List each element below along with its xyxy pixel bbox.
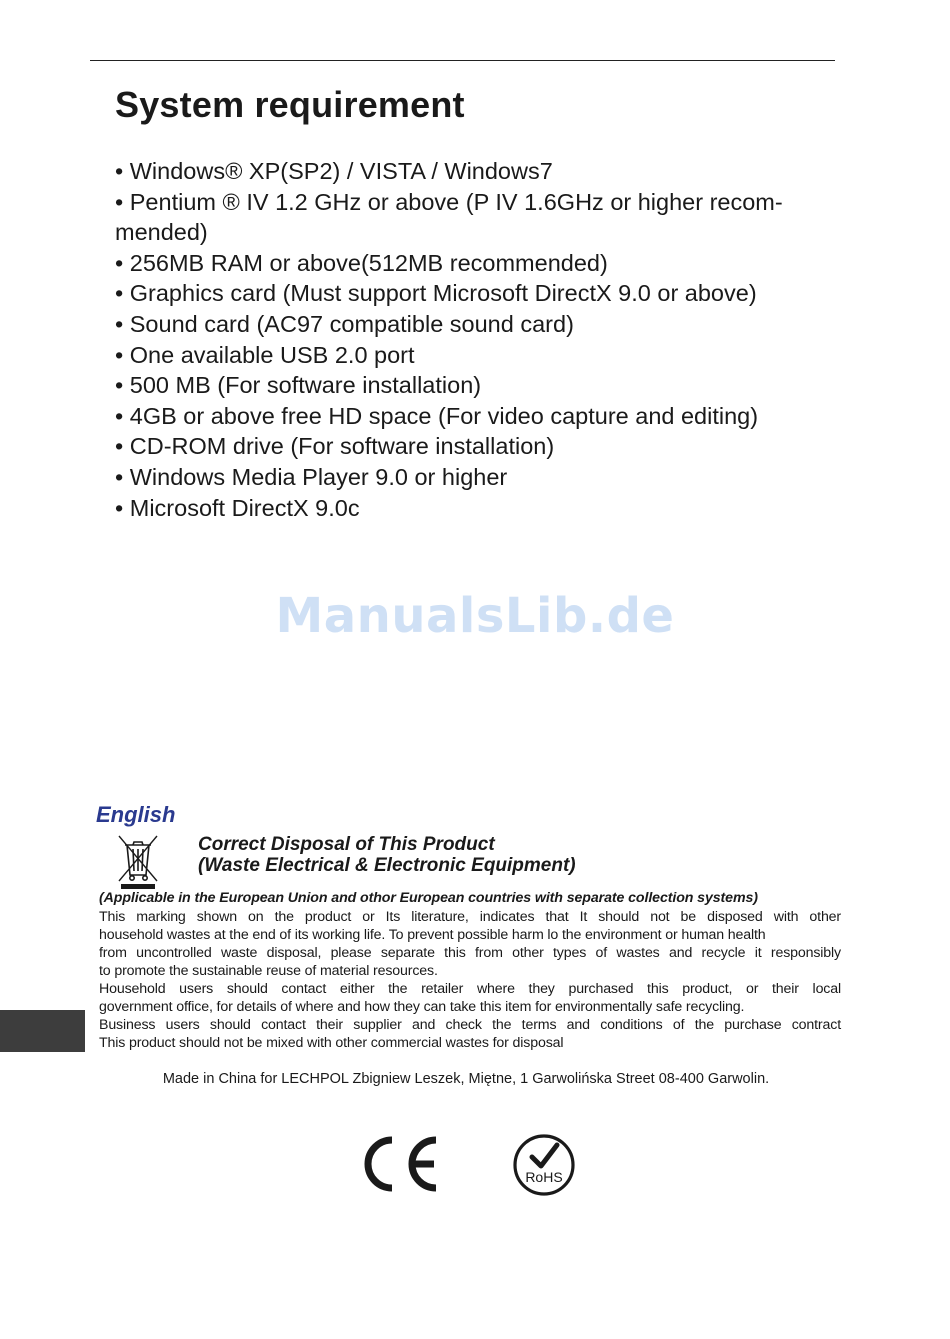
rohs-mark-icon bbox=[512, 1133, 576, 1197]
disposal-subtitle-line: (Waste Electrical & Electronic Equipment) bbox=[198, 855, 576, 876]
watermark: ManualsLib.de bbox=[275, 588, 675, 644]
disposal-body-line: to promote the sustainable reuse of material resources. bbox=[99, 963, 438, 979]
requirement-item: • CD-ROM drive (For software installation) bbox=[115, 433, 555, 460]
ce-mark-icon bbox=[358, 1134, 442, 1194]
requirement-item: • Sound card (AC97 compatible sound card) bbox=[115, 310, 574, 337]
crossed-bin-icon bbox=[116, 834, 160, 890]
requirement-item: • Graphics card (Must support Microsoft DirectX 9.0 or above) bbox=[115, 280, 757, 307]
disposal-body bbox=[99, 908, 841, 1052]
disposal-body-line: household wastes at the end of its working life. To prevent possible harm lo the environment or human health bbox=[99, 927, 766, 943]
requirement-item: • 4GB or above free HD space (For video capture and editing) bbox=[115, 402, 759, 429]
language-label: English bbox=[96, 802, 176, 827]
page-side-tab bbox=[0, 1010, 85, 1052]
requirement-item: • Windows® XP(SP2) / VISTA / Windows7 bbox=[115, 158, 553, 184]
page-title: System requirement bbox=[115, 84, 465, 125]
disposal-heading bbox=[198, 834, 576, 876]
disposal-body-line: This marking shown on the product or Its literature, indicates that It should not be disposed with other bbox=[99, 909, 841, 925]
requirement-item: • Pentium ® IV 1.2 GHz or above (P IV 1.6GHz or higher recom- bbox=[115, 188, 783, 215]
requirement-item: • 256MB RAM or above(512MB recommended) bbox=[115, 249, 608, 276]
disposal-body-line: This product should not be mixed with other commercial wastes for disposal bbox=[99, 1035, 564, 1051]
disposal-body-line: government office, for details of where and how they can take this item for environmentally safe recycling. bbox=[99, 999, 745, 1015]
top-divider bbox=[90, 60, 835, 61]
disposal-body-line: from uncontrolled waste disposal, please separate this from other types of wastes and recycle it responsibly bbox=[99, 945, 841, 961]
manufacturer-note: Made in China for LECHPOL Zbigniew Leszek, Miętne, 1 Garwolińska Street 08-400 Garwolin. bbox=[162, 1071, 770, 1087]
disposal-title-line: Correct Disposal of This Product bbox=[198, 834, 495, 855]
disposal-body-line: Business users should contact their supplier and check the terms and conditions of the purchase contract bbox=[99, 1017, 841, 1033]
requirement-item: • One available USB 2.0 port bbox=[115, 341, 415, 368]
requirement-item: mended) bbox=[115, 219, 208, 246]
requirements-list bbox=[115, 156, 850, 523]
requirement-item: • Windows Media Player 9.0 or higher bbox=[115, 463, 508, 490]
applicability-note: (Applicable in the European Union and othor European countries with separate collection systems) bbox=[99, 890, 758, 906]
disposal-body-line: Household users should contact either the retailer where they purchased this product, or their local bbox=[99, 981, 841, 997]
rohs-label: RoHS bbox=[525, 1169, 563, 1185]
requirement-item: • 500 MB (For software installation) bbox=[115, 372, 482, 399]
requirement-item: • Microsoft DirectX 9.0c bbox=[115, 494, 360, 521]
